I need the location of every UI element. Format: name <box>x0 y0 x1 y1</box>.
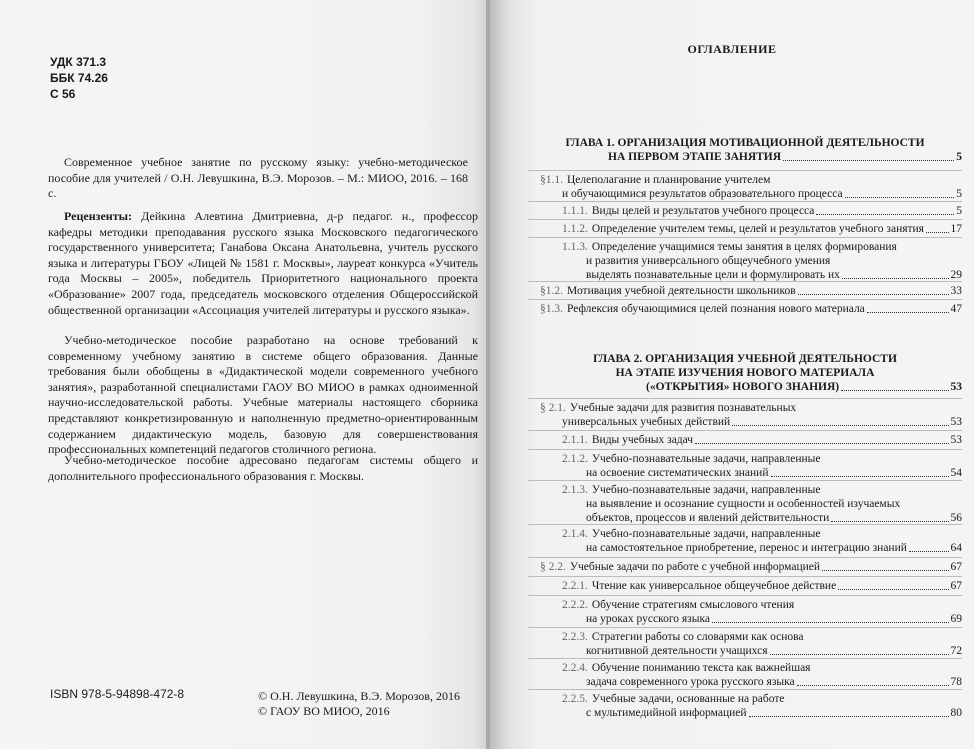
page-number: 29 <box>950 269 962 281</box>
chapter-title-line: НА ЭТАПЕ ИЗУЧЕНИЯ НОВОГО МАТЕРИАЛА <box>615 367 875 379</box>
toc-section-2-1[interactable] <box>528 398 962 429</box>
entry-title: Определение учителем темы, целей и результатов учебного занятия <box>591 223 924 235</box>
toc-section-1-2[interactable] <box>528 281 962 298</box>
page-number: 78 <box>950 676 962 688</box>
section-number: §1.3. <box>540 303 563 315</box>
entry-title: Виды целей и результатов учебного процесса <box>591 205 815 217</box>
chapter-title-line: ГЛАВА 1. ОРГАНИЗАЦИЯ МОТИВАЦИОННОЙ ДЕЯТЕЛЬНОСТИ <box>565 137 925 149</box>
section-number: 2.1.2. <box>562 453 588 465</box>
section-number: 1.1.2. <box>562 223 588 235</box>
classification-codes <box>50 54 108 102</box>
page-number: 56 <box>950 512 962 524</box>
entry-title: универсальных учебных действий <box>562 416 731 428</box>
entry-title: на освоение систематических знаний <box>586 467 769 479</box>
entry-title: объектов, процессов и явлений действительности <box>586 512 830 524</box>
toc-subsection-1-1-2[interactable] <box>528 219 962 236</box>
toc-subsection-2-1-2[interactable] <box>528 449 962 480</box>
entry-title: на выявление и осознание сущности и особенностей изучаемых <box>586 498 901 510</box>
reviewers-text: Дейкина Алевтина Дмитриевна, д-р педагог. н., профессор кафедры методики преподавания русского языка Московского педагогического государственного университета; Ганабова Оксана Анатольевна, учитель русского языка и литературы ГБОУ «Лицей № 1581 г. Москвы», лауреат конкурса «Учитель года Москвы – 2005», победитель Приоритетного национального проекта «Образование» 2007 года, председатель московского отделения Общероссийской общественной организации «Ассоциация учителей литературы и русского языка». <box>48 209 478 317</box>
section-number: § 2.2. <box>540 561 566 573</box>
section-number: §1.2. <box>540 285 563 297</box>
toc-title: ОГЛАВЛЕНИЕ <box>687 42 777 56</box>
entry-title: Учебно-познавательные задачи, направленные <box>591 484 821 496</box>
toc-subsection-2-2-3[interactable] <box>528 627 962 658</box>
entry-title: Обучение стратегиям смыслового чтения <box>591 599 795 611</box>
page-number: 54 <box>950 467 962 479</box>
toc-subsection-1-1-1[interactable] <box>528 201 962 218</box>
entry-title: Определение учащимися темы занятия в целях формирования <box>591 241 897 253</box>
bibliographic-description: Современное учебное занятие по русскому языку: учебно-методическое пособие для учителей / О.Н. Левушкина, В.Э. Морозов. – М.: МИОО, 2016. – 168 с. <box>48 155 468 201</box>
entry-title: Виды учебных задач <box>591 434 694 446</box>
entry-title: Учебные задачи для развития познавательных <box>569 402 797 414</box>
section-number: 2.1.4. <box>562 528 588 540</box>
entry-title: Чтение как универсальное общеучебное действие <box>591 580 837 592</box>
entry-title: на самостоятельное приобретение, перенос и интеграцию знаний <box>586 542 907 554</box>
toc-subsection-2-2-4[interactable] <box>528 658 962 689</box>
page-number: 5 <box>956 188 962 200</box>
chapter-title-line: НА ПЕРВОМ ЭТАПЕ ЗАНЯТИЯ <box>608 151 782 163</box>
entry-title: Целеполагание и планирование учителем <box>567 174 771 186</box>
entry-title: с мультимедийной информацией <box>586 707 747 719</box>
section-number: 2.2.5. <box>562 693 588 705</box>
entry-title: и развития универсального общеучебного умения <box>586 255 831 267</box>
entry-title: Стратегии работы со словарями как основа <box>591 631 804 643</box>
page-number: 5 <box>956 205 962 217</box>
copyright-authors: © О.Н. Левушкина, В.Э. Морозов, 2016 <box>258 689 460 703</box>
udk-code: УДК 371.3 <box>50 55 107 69</box>
page-number: 53 <box>950 381 962 393</box>
page-number: 72 <box>950 645 962 657</box>
page-number: 33 <box>950 285 962 297</box>
section-number: 1.1.3. <box>562 241 588 253</box>
section-number: 2.2.1. <box>562 580 588 592</box>
contents-page <box>490 0 974 749</box>
entry-title: Рефлексия обучающимися целей познания нового материала <box>567 303 865 315</box>
toc-subsection-2-2-5[interactable] <box>528 689 962 720</box>
section-number: §1.1. <box>540 174 563 186</box>
copyright-publisher: © ГАОУ ВО МИОО, 2016 <box>258 704 390 718</box>
toc-subsection-2-1-3[interactable] <box>528 480 962 525</box>
reviewers-paragraph <box>48 209 478 318</box>
toc-chapter-2[interactable] <box>528 352 962 394</box>
entry-title: Мотивация учебной деятельности школьников <box>567 285 796 297</box>
toc-subsection-2-2-2[interactable] <box>528 595 962 626</box>
page-number: 69 <box>950 613 962 625</box>
entry-title: на уроках русского языка <box>586 613 710 625</box>
entry-title: Учебно-познавательные задачи, направленные <box>591 528 821 540</box>
toc-subsection-2-1-1[interactable] <box>528 430 962 447</box>
section-number: 2.1.1. <box>562 434 588 446</box>
section-number: 2.2.4. <box>562 662 588 674</box>
page-number: 47 <box>950 303 962 315</box>
entry-title: Учебные задачи, основанные на работе <box>591 693 785 705</box>
entry-title: Учебно-познавательные задачи, направленные <box>591 453 821 465</box>
toc-subsection-2-1-4[interactable] <box>528 524 962 555</box>
entry-title: и обучающимися результатов образовательного процесса <box>562 188 843 200</box>
annotation-paragraph: Учебно-методическое пособие разработано на основе требований к современному учебному занятию в системе общего образования. Данные требования были обобщены в «Дидактической модели современного учебного занятия», разработанной специалистами ГАОУ ВО МИОО в рамках одноименной научно-исследовательской работы. Учебные материалы настоящего сборника представляют конкретизированную и наполненную предметно-ориентированным содержанием дидактическую модель, базовую для совершенствования профессиональных компетенций педагогов столичного региона. <box>48 333 478 457</box>
section-number: § 2.1. <box>540 402 566 414</box>
page-number: 5 <box>956 151 962 163</box>
audience-paragraph: Учебно-методическое пособие адресовано педагогам системы общего и дополнительного профессионального образования г. Москвы. <box>48 453 478 483</box>
page-number: 53 <box>950 416 962 428</box>
section-number: 1.1.1. <box>562 205 588 217</box>
toc-chapter-1[interactable] <box>528 136 962 164</box>
entry-title: когнитивной деятельности учащихся <box>586 645 768 657</box>
chapter-title-line: («ОТКРЫТИЯ» НОВОГО ЗНАНИЯ) <box>646 381 840 393</box>
entry-title: задача современного урока русского языка <box>586 676 795 688</box>
reviewers-label: Рецензенты: <box>64 209 132 223</box>
bbk-code: ББК 74.26 <box>50 71 108 85</box>
page-number: 80 <box>950 707 962 719</box>
section-number: 2.2.2. <box>562 599 588 611</box>
chapter-title-line: ГЛАВА 2. ОРГАНИЗАЦИЯ УЧЕБНОЙ ДЕЯТЕЛЬНОСТИ <box>593 353 897 365</box>
toc-subsection-2-2-1[interactable] <box>528 576 962 593</box>
toc-section-1-1[interactable] <box>528 170 962 201</box>
page-number: 17 <box>950 223 962 235</box>
page-number: 67 <box>950 561 962 573</box>
copyright-block <box>258 689 460 719</box>
entry-title: выделять познавательные цели и формулировать их <box>586 269 840 281</box>
author-code: С 56 <box>50 87 76 101</box>
entry-title: Учебные задачи по работе с учебной информацией <box>569 561 821 573</box>
section-number: 2.2.3. <box>562 631 588 643</box>
toc-section-1-3[interactable] <box>528 299 962 316</box>
toc-section-2-2[interactable] <box>528 557 962 574</box>
toc-subsection-1-1-3[interactable] <box>528 237 962 282</box>
isbn: ISBN 978-5-94898-472-8 <box>50 687 185 701</box>
entry-title: Обучение пониманию текста как важнейшая <box>591 662 811 674</box>
page-number: 64 <box>950 542 962 554</box>
page-number: 67 <box>950 580 962 592</box>
page-number: 53 <box>950 434 962 446</box>
section-number: 2.1.3. <box>562 484 588 496</box>
